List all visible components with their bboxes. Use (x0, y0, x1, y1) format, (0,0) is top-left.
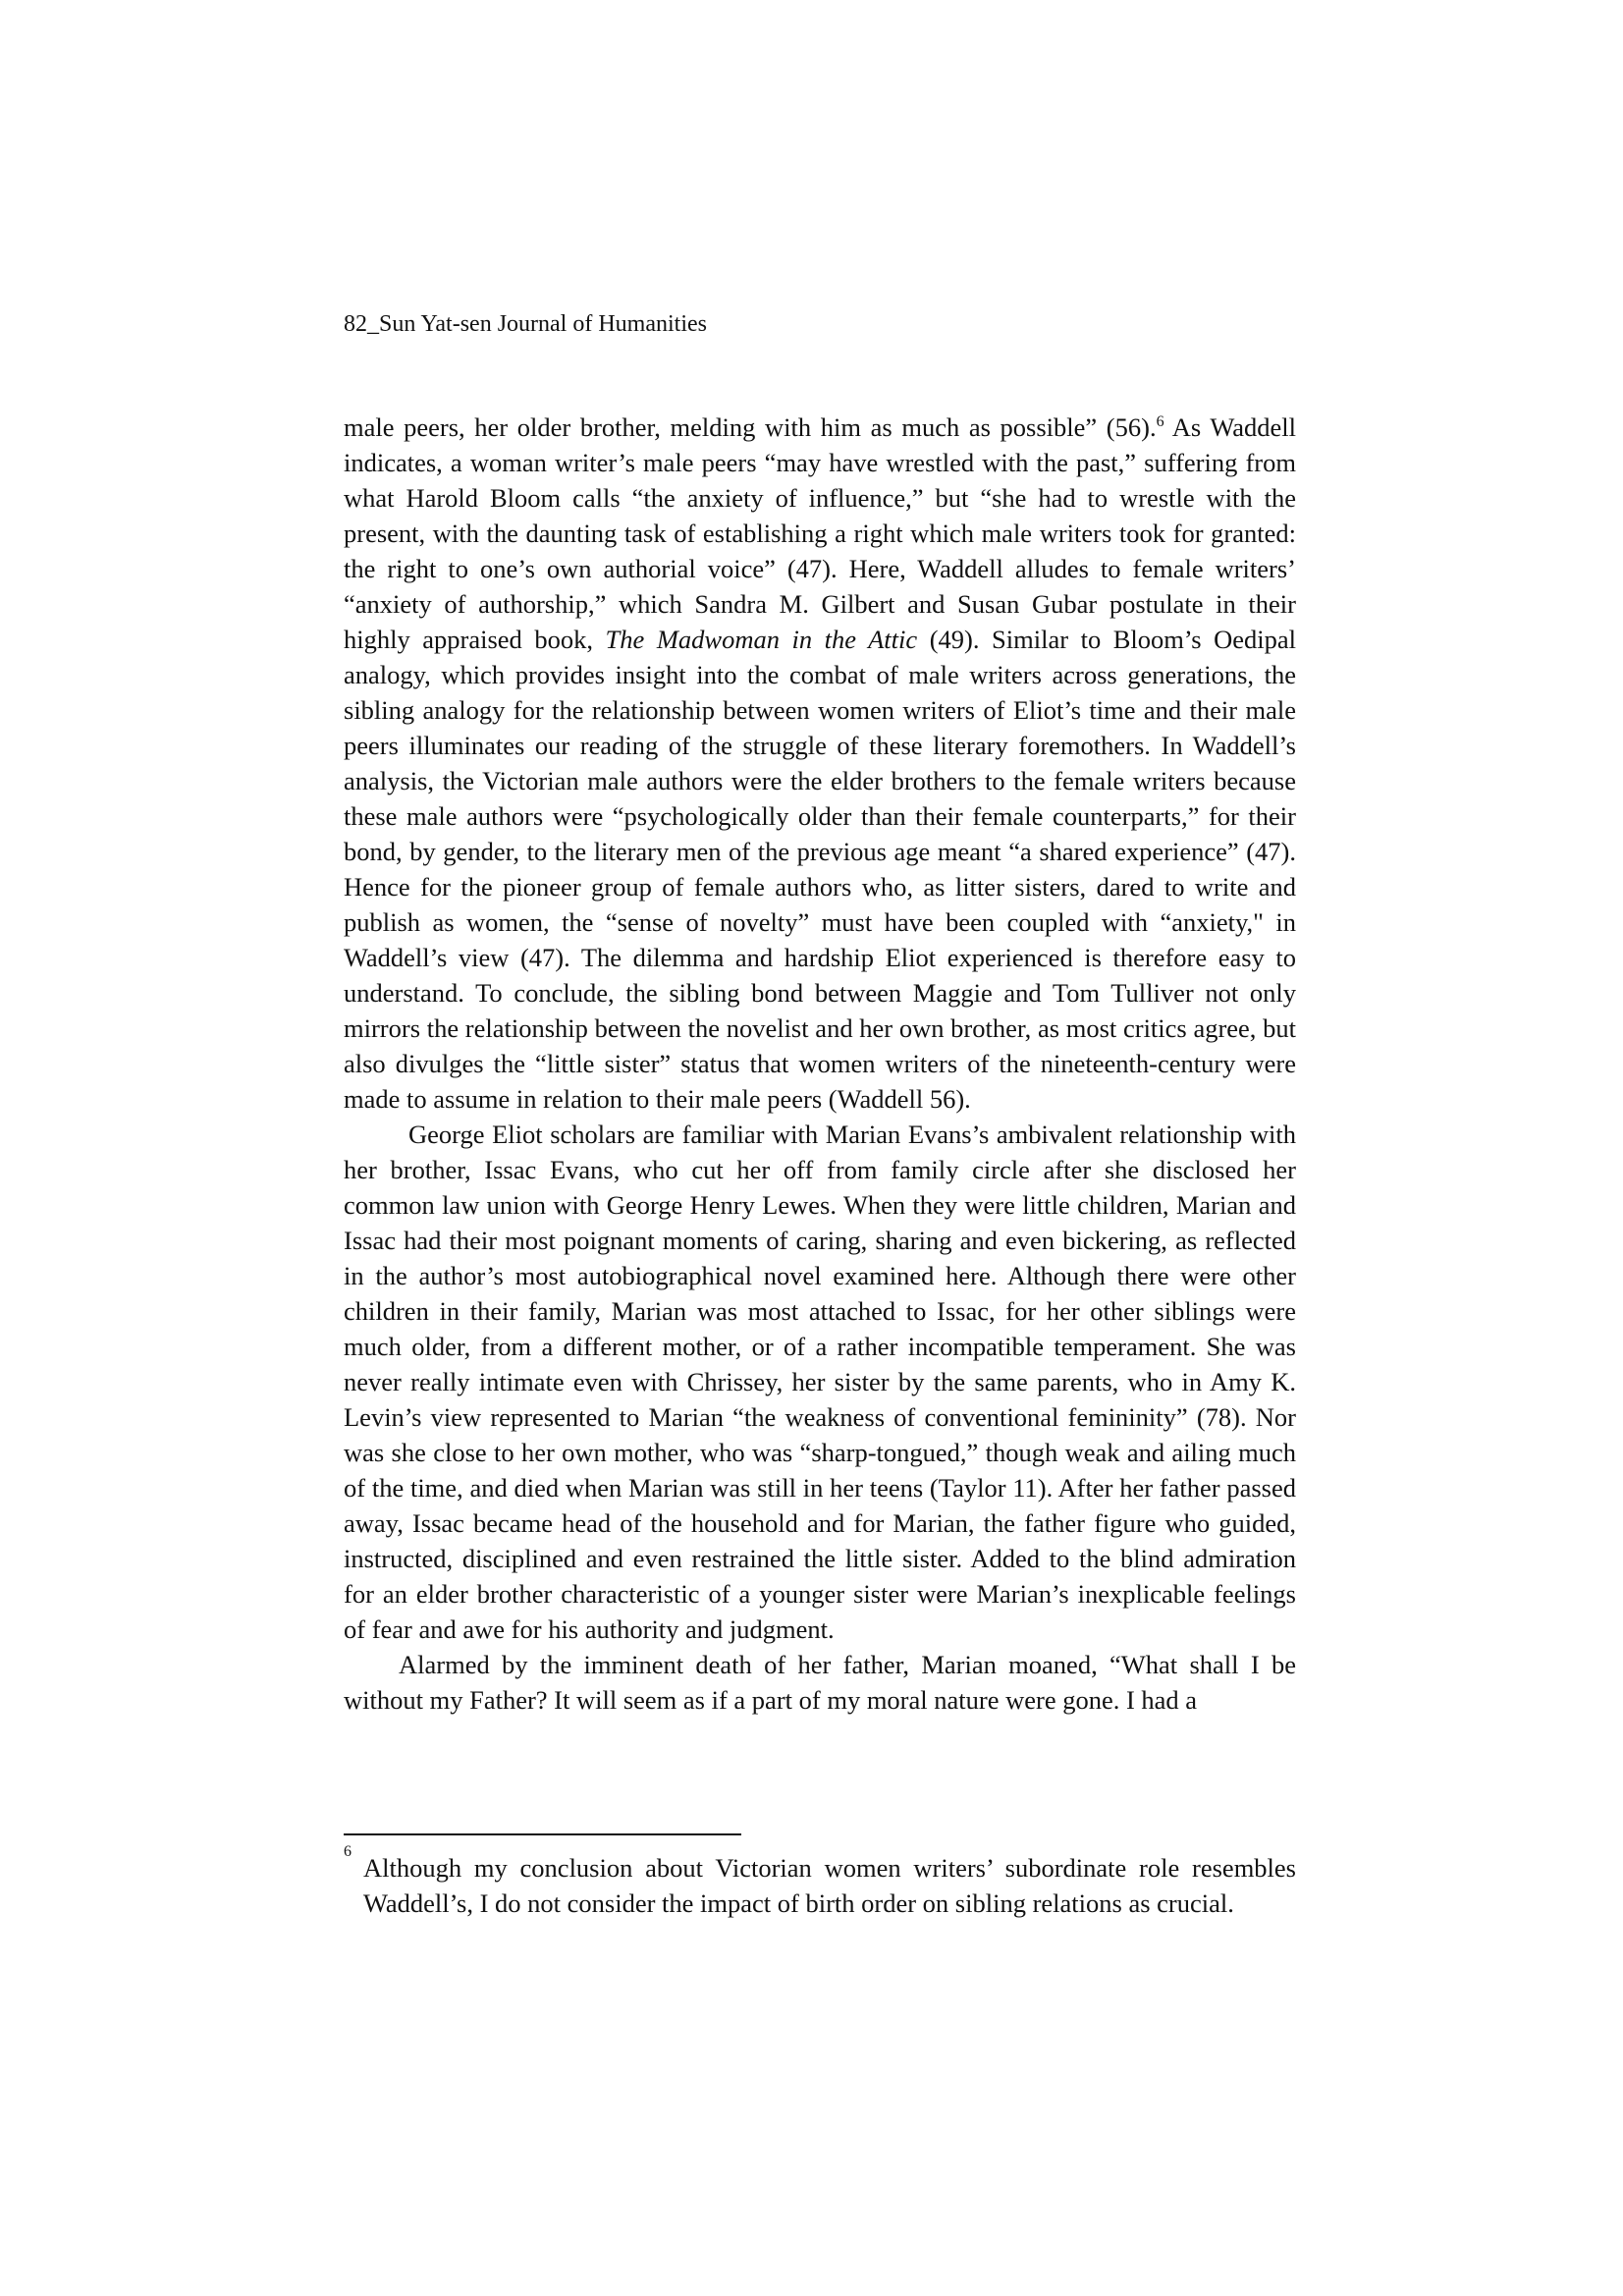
footnote-text: Although my conclusion about Victorian women writers’ subordinate role resembles Waddell’s, I do not consider the impact of birth order on sibling relations as crucial. (363, 1853, 1296, 1918)
paragraph-1 (344, 410, 1296, 1117)
book-title: The Madwoman in the Attic (605, 625, 918, 654)
paragraph-2: George Eliot scholars are familiar with Marian Evans’s ambivalent relationship with her brother, Issac Evans, who cut her off from family circle after she disclosed her common law union with George Henry Lewes. When they were little children, Marian and Issac had their most poignant moments of caring, sharing and even bickering, as reflected in the author’s most autobiographical novel examined here. Although there were other children in their family, Marian was most attached to Issac, for her other siblings were much older, from a different mother, or of a rather incompatible temperament. She was never really intimate even with Chrissey, her sister by the same parents, who in Amy K. Levin’s view represented to Marian “the weakness of conventional femininity” (78). Nor was she close to her own mother, who was “sharp-tongued,” though weak and ailing much of the time, and died when Marian was still in her teens (Taylor 11). After her father passed away, Issac became head of the household and for Marian, the father figure who guided, instructed, disciplined and even restrained the little sister. Added to the blind admiration for an elder brother characteristic of a younger sister were Marian’s inexplicable feelings of fear and awe for his authority and judgment. (344, 1120, 1296, 1644)
paragraph-3: Alarmed by the imminent death of her father, Marian moaned, “What shall I be without my Father? It will seem as if a part of my moral nature were gone. I had a (344, 1650, 1296, 1715)
main-text (344, 410, 1296, 1718)
footnote-number: 6 (344, 1843, 352, 1860)
paragraph-1-text-a: male peers, her older brother, melding with him as much as possible” (56). (344, 412, 1157, 442)
footnote-divider (344, 1833, 741, 1835)
footnote (344, 1843, 1296, 1921)
paragraph-1-text-c: (49). Similar to Bloom’s Oedipal analogy, which provides insight into the combat of male writers across generations, the sibling analogy for the relationship between women writers of Eliot’s time and their male peers illuminates our reading of the struggle of these literary foremothers. In Waddell’s analysis, the Victorian male authors were the elder brothers to the female writers because these male authors were “psychologically older than their female counterparts,” for their bond, by gender, to the literary men of the previous age meant “a shared experience” (47). Hence for the pioneer group of female authors who, as litter sisters, dared to write and publish as women, the “sense of novelty” must have been coupled with “anxiety," in Waddell’s view (47). The dilemma and hardship Eliot experienced is therefore easy to understand. To conclude, the sibling bond between Maggie and Tom Tulliver not only mirrors the relationship between the novelist and her own brother, as most critics agree, but also divulges the “little sister” status that women writers of the nineteenth-century were made to assume in relation to their male peers (Waddell 56). (344, 625, 1297, 1114)
footnote-reference: 6 (1156, 413, 1164, 431)
paragraph-1-text-b: As Waddell indicates, a woman writer’s male peers “may have wrestled with the past,” suffering from what Harold Bloom calls “the anxiety of influence,” but “she had to wrestle with the present, with the daunting task of establishing a right which male writers took for granted: the right to one’s own authorial voice” (47). Here, Waddell alludes to female writers’ “anxiety of authorship,” which Sandra M. Gilbert and Susan Gubar postulate in their highly appraised book, (344, 412, 1296, 654)
running-head: 82_Sun Yat-sen Journal of Humanities (344, 311, 707, 337)
